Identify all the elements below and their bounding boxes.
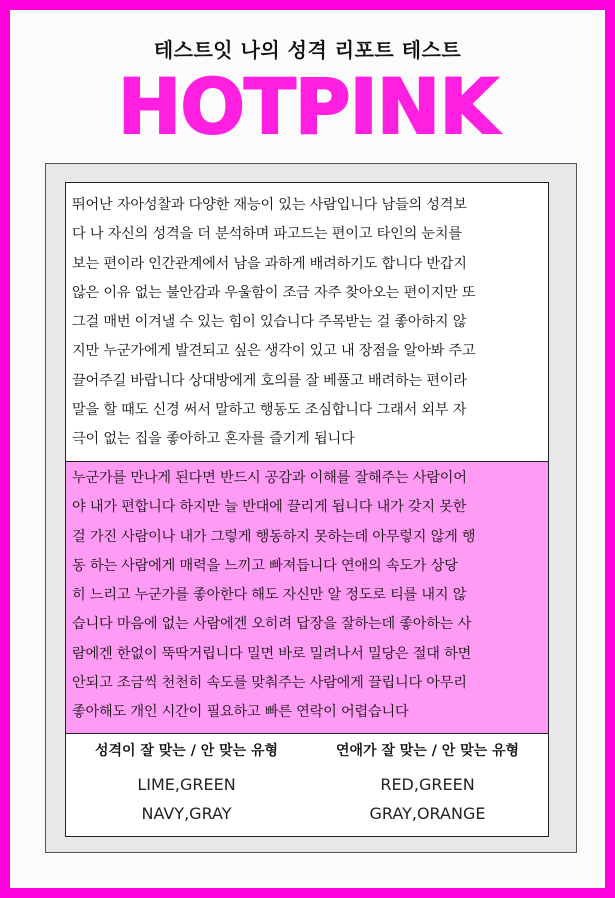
text-line: 안되고 조금씩 천천히 속도를 맞춰주는 사람에게 끌립니다 아무리 — [72, 675, 467, 692]
text-line: 동 하는 사람에게 매력을 느끼고 빠져듭니다 연애의 속도가 상당 — [72, 557, 458, 574]
text-line: 그걸 매번 이겨낼 수 있는 힘이 있습니다 주목받는 걸 좋아하지 않 — [72, 314, 467, 331]
personality-compatibility-heading: 성격이 잘 맞는 / 안 맞는 유형 — [94, 743, 279, 759]
text-line: 걸 가진 사람이나 내가 그렇게 행동하지 못하는데 아무렇지 않게 행 — [72, 528, 476, 545]
text-line: 람에겐 한없이 뚝딱거립니다 밀면 바로 밀려나서 밀당은 절대 하면 — [72, 645, 472, 662]
romance-compatibility-heading: 연애가 잘 맞는 / 안 맞는 유형 — [335, 743, 520, 759]
text-line: 극이 없는 집을 좋아하고 혼자를 즐기게 됩니다 — [72, 431, 355, 448]
text-line: 지만 누군가에게 발견되고 싶은 생각이 있고 내 장점을 알아봐 주고 — [72, 343, 476, 360]
text-line: 히 느리고 누군가를 좋아한다 해도 자신만 알 정도로 티를 내지 않 — [72, 587, 467, 604]
text-line: 야 내가 편합니다 하지만 늘 반대에 끌리게 됩니다 내가 갖지 못한 — [72, 499, 467, 516]
text-line: 다 나 자신의 성격을 더 분석하며 파고드는 편이고 타인의 눈치를 — [72, 226, 462, 243]
personality-type-item: LIME,GREEN — [137, 775, 236, 794]
personality-type-item: NAVY,GRAY — [141, 804, 232, 823]
text-line: 뛰어난 자아성찰과 다양한 재능이 있는 사람입니다 남들의 성격보 — [72, 197, 467, 213]
page-subtitle: 테스트잇 나의 성격 리포트 테스트 — [153, 38, 462, 62]
text-line: 끌어주길 바랍니다 상대방에게 호의를 잘 베풀고 배려하는 편이라 — [72, 372, 467, 389]
personality-compatibility — [66, 740, 307, 828]
text-line: 습니다 마음에 없는 사람에겐 오히려 답장을 잘하는데 좋아하는 사 — [72, 616, 472, 633]
text-line: 좋아해도 개인 시간이 필요하고 빠른 연락이 어렵습니다 — [72, 704, 409, 721]
text-line: 누군가를 만나게 된다면 반드시 공감과 이해를 잘해주는 사람이어 — [72, 470, 467, 486]
personality-description — [66, 183, 548, 462]
romance-type-item: RED,GREEN — [380, 775, 475, 794]
page-title: HOTPINK — [117, 62, 498, 151]
report-content — [65, 182, 549, 837]
compatibility-section — [66, 734, 548, 828]
text-line: 보는 편이라 인간관계에서 남을 과하게 배려하기도 합니다 반갑지 — [72, 255, 467, 272]
report-panel — [45, 163, 577, 853]
romance-compatibility — [307, 740, 548, 828]
romance-description — [66, 462, 548, 734]
report-card — [10, 10, 605, 888]
text-line: 않은 이유 없는 불안감과 우울함이 조금 자주 찾아오는 편이지만 또 — [72, 284, 476, 301]
romance-type-item: GRAY,ORANGE — [369, 804, 486, 823]
text-line: 말을 할 때도 신경 써서 말하고 행동도 조심합니다 그래서 외부 자 — [72, 402, 467, 419]
